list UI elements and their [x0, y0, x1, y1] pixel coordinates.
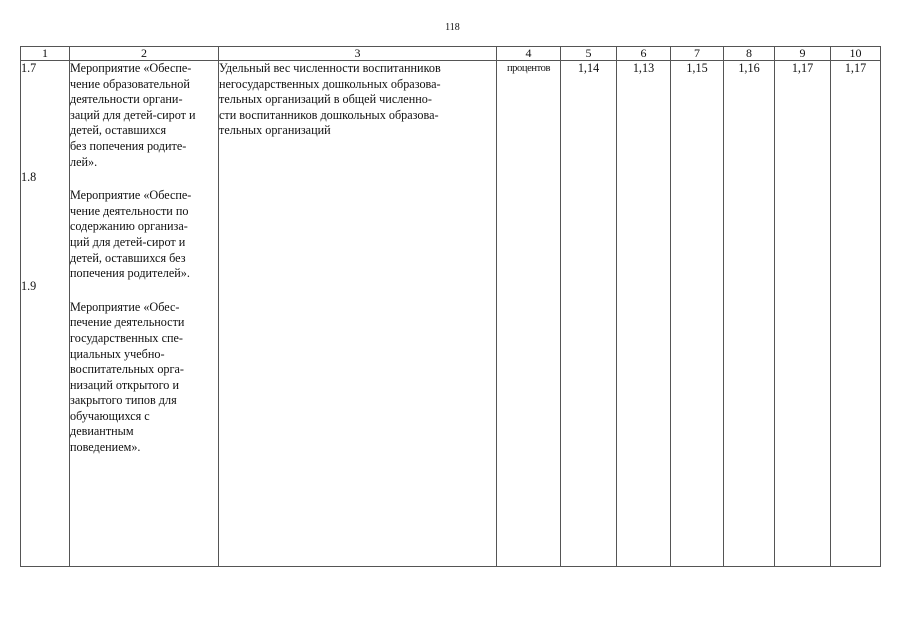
- indicator-text: Удельный вес численности воспитанников негосударственных дошкольных образова- тельных организаций в общей численно- сти воспитанников дошкольных образова- тельных организаций: [219, 61, 441, 138]
- program-table: [20, 46, 881, 567]
- measure-cell: [70, 61, 219, 567]
- column-header-2: 2: [70, 47, 219, 61]
- value-cell-7: 1,15: [671, 61, 724, 567]
- row-number-1-9: 1.9: [21, 279, 37, 294]
- column-header-8: 8: [724, 47, 775, 61]
- column-header-4: 4: [497, 47, 561, 61]
- row-number-1-8: 1.8: [21, 170, 37, 185]
- value-cell-8: 1,16: [724, 61, 775, 567]
- measure-1-8: Мероприятие «Обеспе- чение деятельности по содержанию организа- ций для детей-сирот и детей, оставшихся без попечения родителей».: [70, 188, 192, 281]
- column-header-6: 6: [617, 47, 671, 61]
- table-row: [21, 61, 881, 567]
- unit-cell: процентов: [497, 61, 561, 567]
- column-header-5: 5: [561, 47, 617, 61]
- header-row: [21, 47, 881, 61]
- value-cell-9: 1,17: [775, 61, 831, 567]
- value-cell-10: 1,17: [831, 61, 881, 567]
- column-header-7: 7: [671, 47, 724, 61]
- column-header-9: 9: [775, 47, 831, 61]
- value-cell-5: 1,14: [561, 61, 617, 567]
- page-number: 118: [445, 22, 460, 33]
- column-header-3: 3: [219, 47, 497, 61]
- indicator-cell: [219, 61, 497, 567]
- measure-1-7: Мероприятие «Обеспе- чение образовательной деятельности органи- заций для детей-сирот и детей, оставшихся без попечения родите- лей».: [70, 61, 196, 169]
- value-cell-6: 1,13: [617, 61, 671, 567]
- row-number-1-7: 1.7: [21, 61, 37, 75]
- row-number-cell: [21, 61, 70, 567]
- column-header-10: 10: [831, 47, 881, 61]
- measure-1-9: Мероприятие «Обес- печение деятельности государственных спе- циальных учебно- воспитательных орга- низаций открытого и закрытого типов для обучающихся с девиантным поведением».: [70, 299, 185, 455]
- column-header-1: 1: [21, 47, 70, 61]
